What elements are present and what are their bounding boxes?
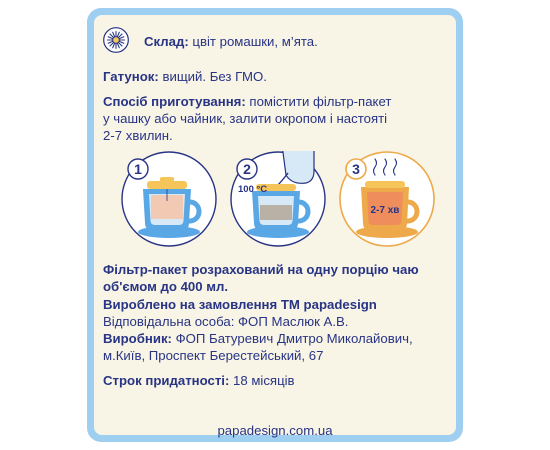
shelf-life-value: 18 місяців (229, 373, 295, 388)
step-number: 1 (134, 161, 142, 177)
composition-label: Склад: (144, 34, 189, 49)
manufacture-block (103, 296, 453, 364)
portion-line-2: об'ємом до 400 мл. (103, 279, 229, 294)
website-link[interactable]: papadesign.com.ua (217, 423, 333, 439)
producer-line-2: м.Київ, Проспект Берестейський, 67 (103, 348, 324, 363)
preparation-label: Спосіб приготування: (103, 94, 246, 109)
temperature-label: 100 °C (238, 184, 268, 195)
step-1 (121, 151, 217, 247)
composition-value: цвіт ромашки, м’ята. (188, 34, 318, 49)
portion-line-1: Фільтр-пакет розрахований на одну порцію чаю (103, 262, 419, 277)
preparation-block (103, 93, 448, 144)
preparation-line-1: помістити фільтр-пакет (245, 94, 392, 109)
steep-time-label: 2-7 хв (370, 205, 400, 216)
shelf-life-line (103, 372, 295, 389)
preparation-line-3: 2-7 хвилин. (103, 128, 173, 143)
composition-line (144, 33, 318, 50)
label-panel (94, 15, 456, 439)
grade-label: Гатунок: (103, 69, 159, 84)
preparation-line-2: у чашку або чайник, залити окропом і настоятi (103, 111, 388, 126)
producer-label: Виробник: (103, 331, 172, 346)
step-2 (230, 151, 326, 247)
step-number: 3 (352, 161, 360, 177)
portion-note (103, 261, 448, 295)
chamomile-icon (103, 27, 129, 53)
producer-line-1: ФОП Батуревич Дмитро Миколайович, (171, 331, 413, 346)
made-for-line: Вироблено на замовлення ТМ papadesign (103, 297, 377, 312)
grade-value: вищий. Без ГМО. (158, 69, 267, 84)
steps-row (94, 151, 456, 253)
step-number: 2 (243, 161, 251, 177)
grade-line (103, 68, 267, 85)
shelf-life-label: Строк придатності: (103, 373, 230, 388)
step-3 (339, 151, 435, 247)
responsible-line: Відповідальна особа: ФОП Маслюк А.В. (103, 314, 349, 329)
